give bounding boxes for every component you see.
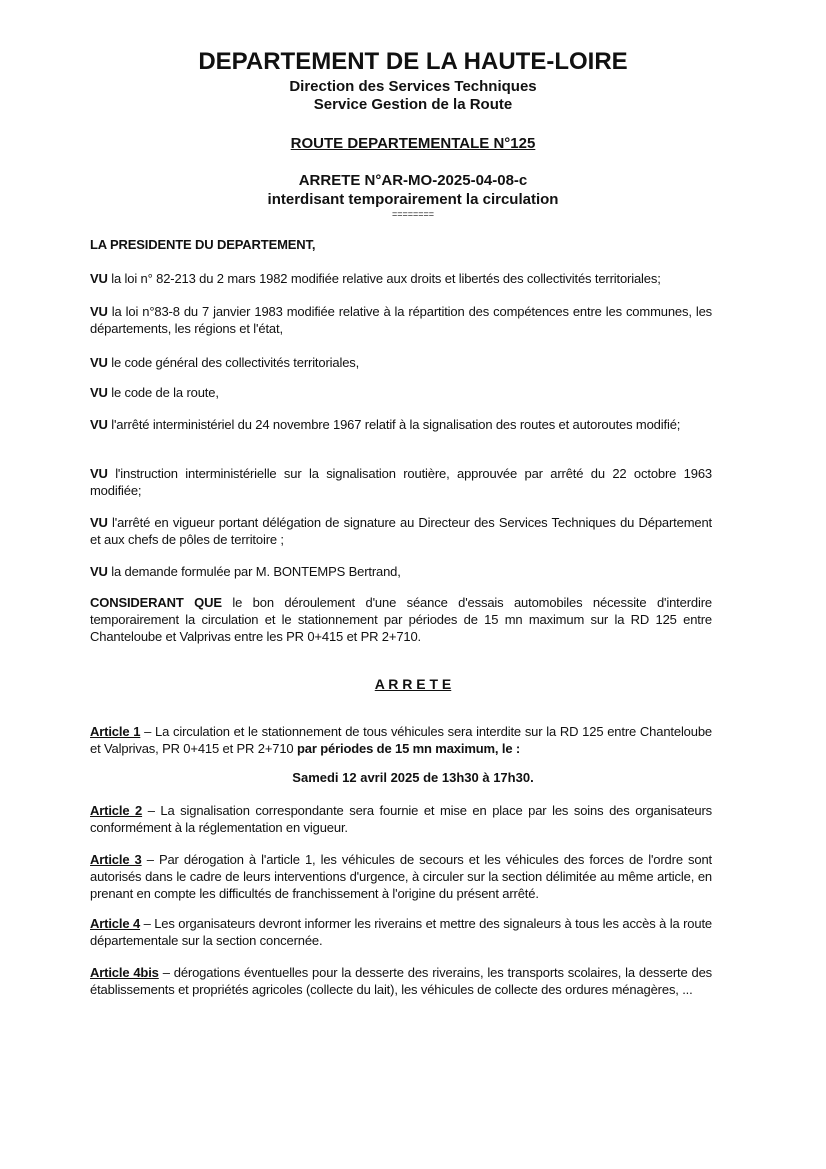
vu-8: VU la demande formulée par M. BONTEMPS Bertrand, bbox=[90, 564, 401, 579]
direction-line: Direction des Services Techniques bbox=[289, 78, 537, 95]
arrete-subject: interdisant temporairement la circulation bbox=[267, 191, 559, 208]
separator: ======== bbox=[391, 209, 435, 219]
article-1: Article 1 – La circulation et le stationnement de tous véhicules sera interdite sur la RD 125 entre Chanteloube et Valprivas, PR 0+415 et PR 2+710 par périodes de 15 mn maximum, le : bbox=[90, 724, 712, 756]
article-1-date: Samedi 12 avril 2025 de 13h30 à 17h30. bbox=[292, 770, 534, 785]
considerant: CONSIDERANT QUE le bon déroulement d'une séance d'essais automobiles nécessite d'interdire temporairement la circulation et le stationnement par périodes de 15 mn maximum sur la RD 125 entre Chanteloube et Valprivas entre les PR 0+415 et PR 2+710. bbox=[90, 595, 712, 644]
article-2: Article 2 – La signalisation correspondante sera fournie et mise en place par les soins des organisateurs conformément à la réglementation en vigueur. bbox=[90, 803, 713, 835]
vu-5: VU l'arrêté interministériel du 24 novembre 1967 relatif à la signalisation des routes et autoroutes modifié; bbox=[90, 417, 681, 432]
vu-2: VU la loi n°83-8 du 7 janvier 1983 modifiée relative à la répartition des compétences entre les communes, les départements, les régions et l'état, bbox=[90, 304, 712, 336]
vu-3: VU le code général des collectivités territoriales, bbox=[90, 355, 360, 370]
vu-6: VU l'instruction interministérielle sur la signalisation routière, approuvée par arrêté du 22 octobre 1963 modifiée; bbox=[90, 466, 712, 498]
arrete-number: ARRETE N°AR-MO-2025-04-08-c bbox=[298, 172, 528, 189]
service-line: Service Gestion de la Route bbox=[313, 96, 513, 113]
arrete-heading: A R R E T E bbox=[374, 676, 452, 692]
vu-4: VU le code de la route, bbox=[90, 385, 219, 400]
article-3: Article 3 – Par dérogation à l'article 1, les véhicules de secours et les véhicules des forces de l'ordre sont autorisés dans le cadre de leurs interventions d'urgence, à circuler sur la section délimitée au même article, en prenant en compte les difficultés de franchissement à l'origine du présent arrêté. bbox=[90, 852, 712, 901]
vu-1: VU la loi n° 82-213 du 2 mars 1982 modifiée relative aux droits et libertés des collectivités territoriales; bbox=[90, 271, 661, 286]
article-4: Article 4 – Les organisateurs devront informer les riverains et mettre des signaleurs à tous les accès à la route départementale sur la section concernée. bbox=[90, 916, 712, 948]
document-title: DEPARTEMENT DE LA HAUTE-LOIRE bbox=[198, 48, 628, 75]
article-4bis: Article 4bis – dérogations éventuelles pour la desserte des riverains, les transports scolaires, la desserte des établissements et propriétés agricoles (collecte du lait), les véhicules de collecte des ordures ménagères, ... bbox=[90, 965, 712, 997]
authority: LA PRESIDENTE DU DEPARTEMENT, bbox=[90, 237, 316, 252]
vu-7: VU l'arrêté en vigueur portant délégation de signature au Directeur des Services Techniques du Département et aux chefs de pôles de territoire ; bbox=[90, 515, 712, 547]
route-heading: ROUTE DEPARTEMENTALE N°125 bbox=[290, 135, 536, 152]
